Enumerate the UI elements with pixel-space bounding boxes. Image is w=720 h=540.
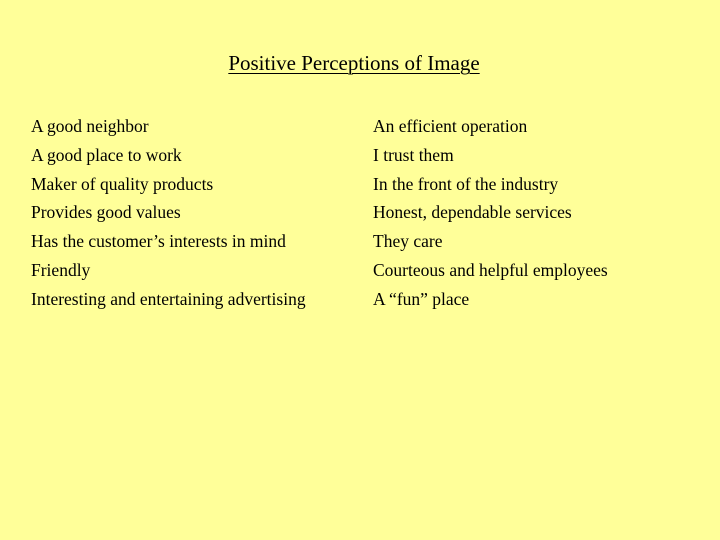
right-perceptions-list [373,112,608,314]
list-item: A good neighbor [31,116,149,136]
left-perceptions-list [31,112,306,314]
list-item: Courteous and helpful employees [373,259,608,280]
list-item: Has the customer’s interests in mind [31,231,286,252]
list-item: In the front of the industry [373,173,559,194]
list-item: A “fun” place [373,288,470,309]
list-item: Honest, dependable services [373,202,572,223]
list-item: Provides good values [31,202,181,223]
list-item: A good place to work [31,144,182,165]
list-item: Maker of quality products [31,173,214,194]
list-item: Friendly [31,259,91,280]
list-item: An efficient operation [373,116,528,136]
list-item: Interesting and entertaining advertising [31,288,306,309]
list-item: I trust them [373,144,454,165]
list-item: They care [373,231,443,252]
slide-title: Positive Perceptions of Image [228,51,480,75]
